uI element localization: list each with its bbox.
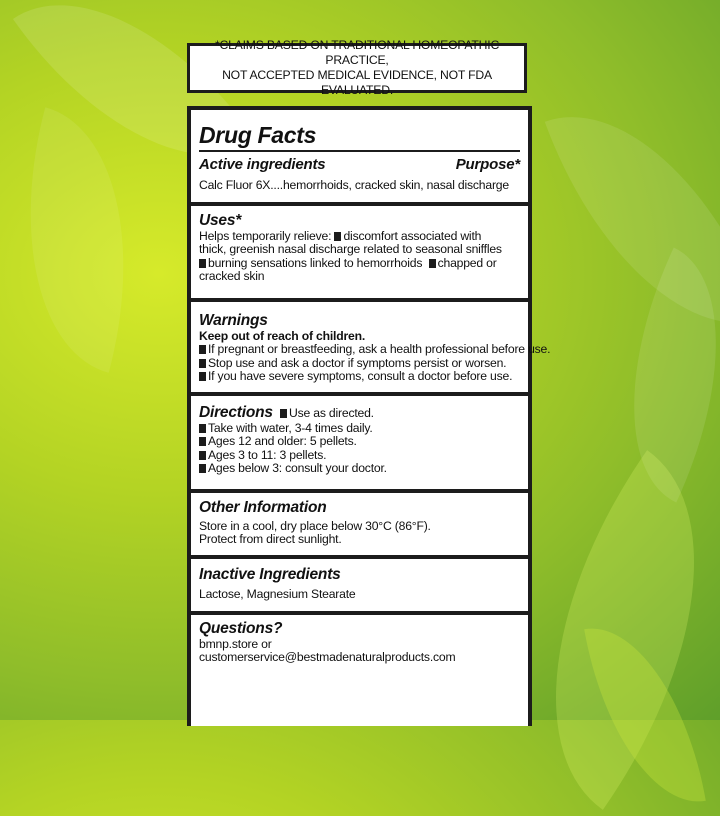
background-leaf bbox=[0, 107, 171, 372]
warning-item: If pregnant or breastfeeding, ask a health professional before use. bbox=[199, 343, 520, 356]
warnings-heading: Warnings bbox=[199, 312, 268, 329]
bullet-square-icon bbox=[199, 345, 206, 354]
direction-item: Take with water, 3-4 times daily. bbox=[199, 422, 520, 435]
drug-facts-title: Drug Facts bbox=[199, 122, 317, 148]
uses-line-3a: burning sensations linked to hemorrhoids bbox=[208, 255, 426, 270]
uses-line-1a: Helps temporarily relieve: bbox=[199, 229, 335, 243]
bullet-square-icon bbox=[199, 424, 206, 433]
directions-first: Use as directed. bbox=[289, 406, 374, 420]
uses-line-3 bbox=[199, 257, 520, 270]
title-rule bbox=[199, 150, 520, 152]
other-information-line-1: Store in a cool, dry place below 30°C (86°F). bbox=[199, 519, 431, 533]
bullet-square-icon bbox=[334, 232, 341, 241]
drug-facts-section bbox=[191, 110, 528, 202]
claims-disclaimer-box bbox=[187, 38, 527, 97]
other-information-heading: Other Information bbox=[199, 499, 327, 516]
bullet-square-icon bbox=[199, 451, 206, 460]
directions-header bbox=[199, 404, 520, 422]
directions-heading: Directions bbox=[199, 404, 273, 421]
questions-line-1: bmnp.store or bbox=[199, 637, 272, 651]
claims-line-2: NOT ACCEPTED MEDICAL EVIDENCE, NOT FDA EVALUATED. bbox=[222, 68, 492, 97]
other-information-section bbox=[191, 493, 528, 555]
keep-out-of-reach: Keep out of reach of children. bbox=[199, 329, 365, 343]
bullet-square-icon bbox=[429, 259, 436, 268]
active-ingredient-line: Calc Fluor 6X....hemorrhoids, cracked skin, nasal discharge bbox=[199, 178, 509, 192]
directions-section bbox=[191, 396, 528, 489]
inactive-ingredients-text: Lactose, Magnesium Stearate bbox=[199, 587, 356, 601]
uses-section bbox=[191, 206, 528, 298]
bullet-square-icon bbox=[280, 409, 287, 418]
background-leaf bbox=[577, 248, 720, 503]
active-ingredients-heading: Active ingredients bbox=[199, 156, 326, 173]
background-leaf bbox=[545, 74, 720, 366]
uses-line-1b: discomfort associated with bbox=[343, 229, 482, 243]
uses-line-2: thick, greenish nasal discharge related to seasonal sniffles bbox=[199, 242, 502, 257]
warning-item: If you have severe symptoms, consult a doctor before use. bbox=[199, 370, 520, 383]
inactive-ingredients-heading: Inactive Ingredients bbox=[199, 566, 341, 583]
questions-email: customerservice@bestmadenaturalproducts.com bbox=[199, 650, 456, 665]
purpose-heading: Purpose* bbox=[455, 156, 520, 173]
bullet-square-icon bbox=[199, 464, 206, 473]
active-ingredients-header bbox=[199, 156, 520, 174]
other-information-line-2: Protect from direct sunlight. bbox=[199, 532, 342, 547]
uses-line-3b: chapped or bbox=[437, 255, 497, 270]
bullet-square-icon bbox=[199, 359, 206, 368]
warning-item: Stop use and ask a doctor if symptoms persist or worsen. bbox=[199, 357, 520, 370]
uses-line-4: cracked skin bbox=[199, 269, 265, 284]
claims-line-1: *CLAIMS BASED ON TRADITIONAL HOMEOPATHIC PRACTICE, bbox=[214, 38, 500, 67]
direction-item: Ages 12 and older: 5 pellets. bbox=[199, 435, 520, 448]
uses-heading: Uses* bbox=[199, 212, 242, 229]
warnings-section bbox=[191, 302, 551, 392]
bullet-square-icon bbox=[199, 259, 206, 268]
direction-item: Ages 3 to 11: 3 pellets. bbox=[199, 449, 520, 462]
bullet-square-icon bbox=[199, 372, 206, 381]
drug-facts-panel bbox=[187, 106, 551, 726]
direction-item: Ages below 3: consult your doctor. bbox=[199, 462, 520, 475]
bullet-square-icon bbox=[199, 437, 206, 446]
questions-heading: Questions? bbox=[199, 620, 283, 637]
background-leaf bbox=[584, 614, 706, 816]
inactive-ingredients-section bbox=[191, 559, 528, 611]
questions-section bbox=[191, 615, 528, 726]
uses-line-1 bbox=[199, 230, 520, 243]
